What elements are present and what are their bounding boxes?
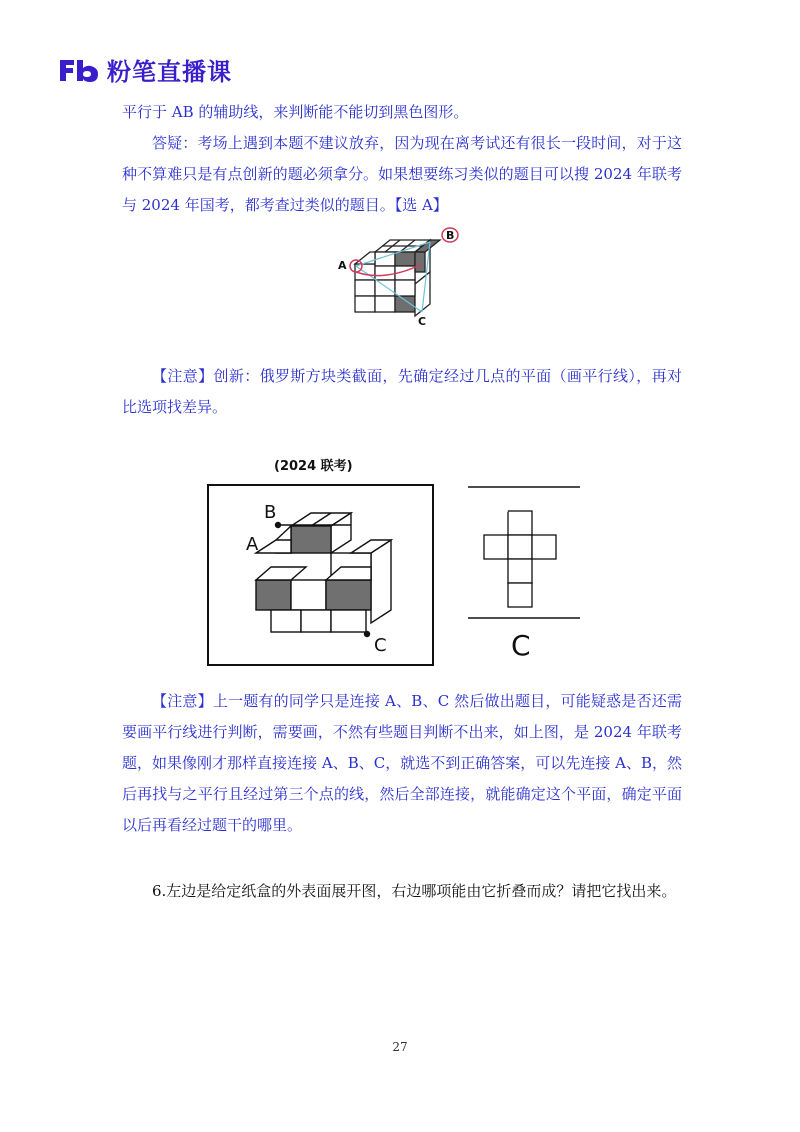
option-label-c: C: [511, 629, 531, 662]
label-c: C: [418, 315, 427, 328]
label-a: A: [338, 259, 347, 272]
label-b: B: [446, 229, 455, 242]
fb-logo-icon: [57, 57, 101, 83]
paragraph-note-parallel-lines: 【注意】上一题有的同学只是连接 A、B、C 然后做出题目，可能疑惑是否还需要画平行线进行判断，需要画，不然有些题目判断不出来，如上图，是 2024 年联考题，如果像刚才那样直接连接 A、B、C，就选不到正确答案，可以先连接 A、B，然后再找与之平行且经过第三个点的线，然后全部连接，就能确定这个平面，确定平面以后再看经过题干的哪里。: [122, 692, 682, 834]
question-6: 6.左边是给定纸盒的外表面展开图，右边哪项能由它折叠而成？请把它找出来。: [152, 882, 677, 900]
label-b-2: B: [264, 502, 277, 523]
paragraph-note-innovation: 【注意】创新：俄罗斯方块类截面，先确定经过几点的平面（画平行线），再对比选项找差异。: [122, 367, 682, 416]
paragraph-auxiliary-line: 平行于 AB 的辅助线，来判断能不能切到黑色图形。: [122, 103, 469, 121]
header-logo: [57, 52, 232, 87]
cube-figure-2024: [206, 455, 586, 670]
cube-figure-1: [330, 226, 470, 330]
label-a-2: A: [246, 534, 259, 555]
figure-caption: (2024 联考): [274, 459, 353, 474]
paragraph-answer-explanation: 答疑：考场上遇到本题不建议放弃，因为现在离考试还有很长一段时间，对于这种不算难只是有点创新的题必须拿分。如果想要练习类似的题目可以搜 2024 年联考与 2024 年国考，都考查过类似的题目。【选 A】: [122, 134, 682, 214]
logo-text: 粉笔直播课: [107, 58, 232, 86]
label-c-2: C: [374, 635, 387, 656]
page-number: 27: [392, 1040, 408, 1054]
